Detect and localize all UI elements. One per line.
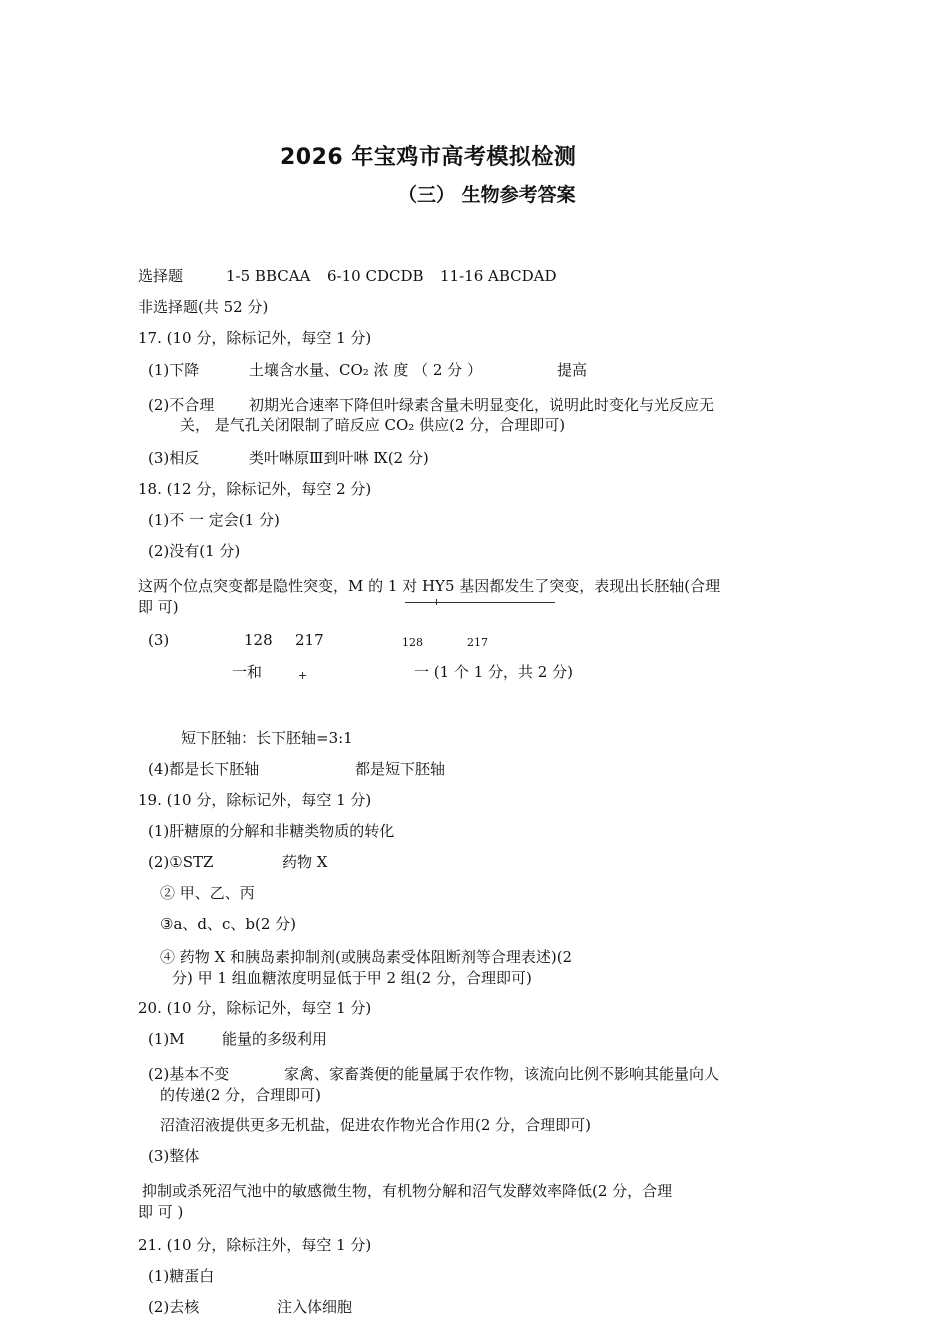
q18-4-answer-a: (4)都是长下胚轴 <box>148 760 260 778</box>
q17-2-answer-c: 关， 是气孔关闭限制了暗反应 CO₂ 供应(2 分，合理即可) <box>180 416 566 434</box>
q21-2-answer-a: (2)去核 <box>148 1298 200 1316</box>
genotype-line-tick <box>436 599 437 605</box>
q18-3-genotype-a: 一和 <box>232 663 263 681</box>
q17-2-answer-b: 初期光合速率下降但叶绿素含量未明显变化，说明此时变化与光反应无 <box>249 396 715 414</box>
q21-1-answer: (1)糖蛋白 <box>148 1267 215 1285</box>
q18-3-plus: + <box>298 669 308 682</box>
q17-2-answer-a: (2)不合理 <box>148 396 215 414</box>
q18-2-explanation: 这两个位点突变都是隐性突变，M 的 1 对 HY5 基因都发生了突变，表现出长胚轴(合理 <box>138 577 721 595</box>
q18-4-answer-b: 都是短下胚轴 <box>355 760 446 778</box>
q20-heading: 20. (10 分，除标记外，每空 1 分) <box>138 999 372 1017</box>
q20-1-answer-b: 能量的多级利用 <box>222 1030 328 1048</box>
q19-2-answer-a: (2)①STZ <box>148 853 214 871</box>
q18-1-answer: (1)不 一 定会(1 分) <box>148 511 280 529</box>
q20-3-answer: (3)整体 <box>148 1147 200 1165</box>
q19-2-answer-c: ② 甲、乙、丙 <box>160 884 255 902</box>
q18-2-explanation-cont: 即 可) <box>138 598 179 616</box>
q18-3-site-217-b: 217 <box>467 636 488 649</box>
q17-3-answer-b: 类叶啉原Ⅲ到叶啉 Ⅸ(2 分) <box>249 449 429 467</box>
choice-answers-6-10: 6-10 CDCDB <box>327 267 424 285</box>
q21-heading: 21. (10 分，除标注外，每空 1 分) <box>138 1236 372 1254</box>
q21-2-answer-b: 注入体细胞 <box>277 1298 353 1316</box>
q19-2-answer-e: ④ 药物 X 和胰岛素抑制剂(或胰岛素受体阻断剂等合理表述)(2 <box>160 948 573 966</box>
document-title: 2026 年宝鸡市高考模拟检测 <box>280 145 577 170</box>
q19-2-answer-b: 药物 X <box>282 853 328 871</box>
q20-2-answer-a: (2)基本不变 <box>148 1065 230 1083</box>
q18-3-site-217: 217 <box>295 631 324 649</box>
q20-1-answer-a: (1)M <box>148 1030 185 1048</box>
genotype-line <box>405 602 555 603</box>
q17-1-answer-c: 提高 <box>557 361 588 379</box>
q19-2-answer-f: 分) 甲 1 组血糖浓度明显低于甲 2 组(2 分，合理即可) <box>172 969 532 987</box>
q18-3-site-128-b: 128 <box>402 636 423 649</box>
q20-3-explanation: 抑制或杀死沼气池中的敏感微生物，有机物分解和沼气发酵效率降低(2 分，合理 <box>142 1182 673 1200</box>
q20-3-explanation-cont: 即 可 ) <box>138 1203 184 1221</box>
q19-2-answer-d: ③a、d、c、b(2 分) <box>160 915 297 933</box>
q18-heading: 18. (12 分，除标记外，每空 2 分) <box>138 480 372 498</box>
q18-3-ratio: 短下胚轴：长下胚轴=3:1 <box>181 729 353 747</box>
q20-2-answer-c: 的传递(2 分，合理即可) <box>160 1086 322 1104</box>
q18-2-answer: (2)没有(1 分) <box>148 542 241 560</box>
q18-3-site-128: 128 <box>244 631 273 649</box>
q17-3-answer-a: (3)相反 <box>148 449 200 467</box>
q17-heading: 17. (10 分，除标记外，每空 1 分) <box>138 329 372 347</box>
choice-label: 选择题 <box>138 267 184 285</box>
q19-heading: 19. (10 分，除标记外，每空 1 分) <box>138 791 372 809</box>
q20-2-answer-d: 沼渣沼液提供更多无机盐，促进农作物光合作用(2 分，合理即可) <box>160 1116 592 1134</box>
q19-1-answer: (1)肝糖原的分解和非糖类物质的转化 <box>148 822 395 840</box>
choice-answers-1-5: 1-5 BBCAA <box>226 267 311 285</box>
choice-answers-11-16: 11-16 ABCDAD <box>440 267 557 285</box>
q20-2-answer-b: 家禽、家畜粪便的能量属于农作物，该流向比例不影响其能量向人 <box>284 1065 720 1083</box>
non-choice-heading: 非选择题(共 52 分) <box>138 298 269 316</box>
document-subtitle: （三） 生物参考答案 <box>398 184 576 206</box>
q18-3-label: (3) <box>148 631 170 649</box>
q17-1-answer-a: (1)下降 <box>148 361 200 379</box>
q17-1-answer-b: 土壤含水量、CO₂ 浓 度 （ 2 分 ） <box>249 361 482 379</box>
q18-3-genotype-b: 一 (1 个 1 分，共 2 分) <box>414 663 573 681</box>
